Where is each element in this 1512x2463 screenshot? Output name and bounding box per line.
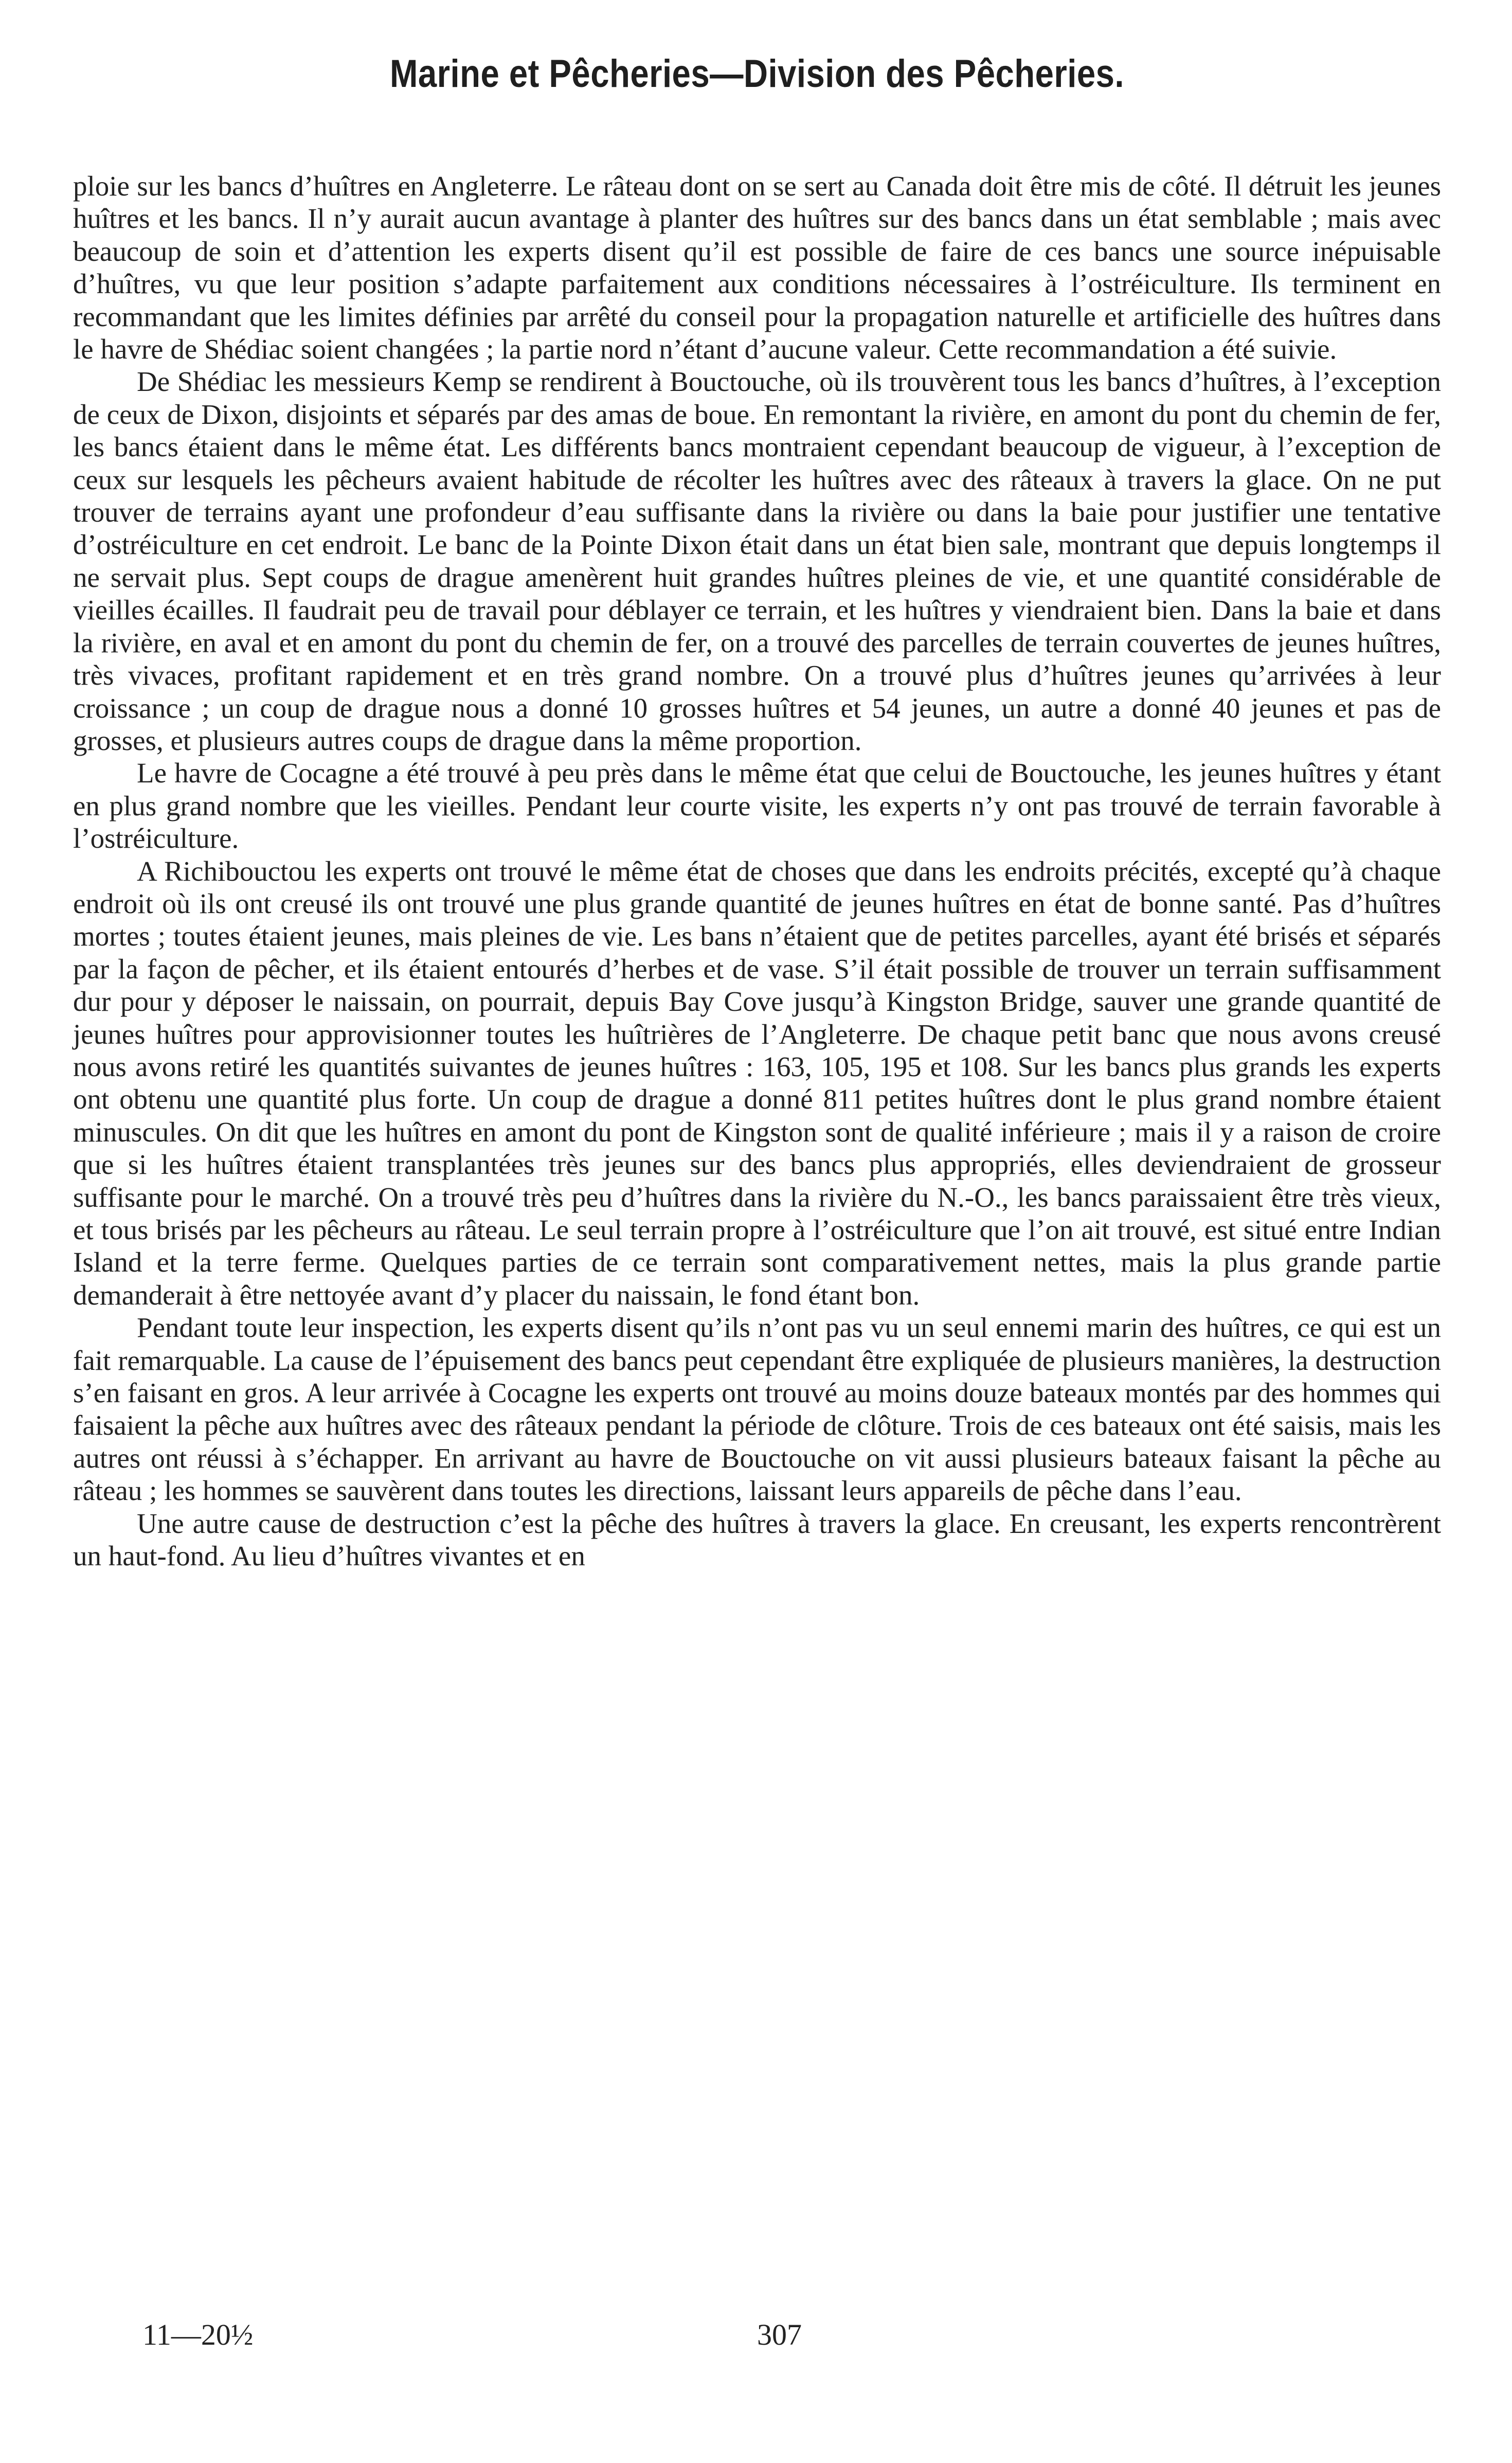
signature-mark: 11—20½	[142, 2318, 254, 2351]
document-page	[73, 0, 1441, 2463]
paragraph-cocagne: Le havre de Cocagne a été trouvé à peu près dans le même état que celui de Bouctouche, les jeunes huîtres y étant en plus grand nombre que les vieilles. Pendant leur courte visite, les experts n’y ont pas trouvé de terrain favorable à l’ostréiculture.	[73, 757, 1441, 854]
page-number: 307	[757, 2318, 802, 2351]
paragraph-continuation: ploie sur les bancs d’huîtres en Angleterre. Le râteau dont on se sert au Canada doit être mis de côté. Il détruit les jeunes huîtres et les bancs. Il n’y aurait aucun avantage à planter des huîtres sur des bancs dans un état semblable ; mais avec beaucoup de soin et d’attention les experts disent qu’il est possible de faire de ces bancs une source inépuisable d’huîtres, vu que leur position s’adapte parfaitement aux conditions nécessaires à l’ostréiculture. Ils terminent en recommandant que les limites définies par arrêté du conseil pour la propagation naturelle et artificielle des huîtres dans le havre de Shédiac soient changées ; la partie nord n’étant d’aucune valeur. Cette recommandation a été suivie.	[73, 170, 1441, 365]
body-text	[73, 170, 1441, 1572]
running-header: Marine et Pêcheries—Division des Pêcheries.	[389, 52, 1125, 96]
paragraph-glace: Une autre cause de destruction c’est la pêche des huîtres à travers la glace. En creusant, les experts rencontrèrent un haut-fond. Au lieu d’huîtres vivantes et en	[73, 1507, 1441, 1572]
paragraph-bouctouche: De Shédiac les messieurs Kemp se rendirent à Bouctouche, où ils trouvèrent tous les bancs d’huîtres, à l’exception de ceux de Dixon, disjoints et séparés par des amas de boue. En remontant la rivière, en amont du pont du chemin de fer, les bancs étaient dans le même état. Les différents bancs montraient cependant beaucoup de vigueur, à l’exception de ceux sur lesquels les pêcheurs avaient habitude de récolter les huîtres avec des râteaux à travers la glace. On ne put trouver de terrains ayant une profondeur d’eau suffisante dans la rivière ou dans la baie pour justifier une tentative d’ostréiculture en cet endroit. Le banc de la Pointe Dixon était dans un état bien sale, montrant que depuis longtemps il ne servait plus. Sept coups de drague amenèrent huit grandes huîtres pleines de vie, et une quantité considérable de vieilles écailles. Il faudrait peu de travail pour déblayer ce terrain, et les huîtres y viendraient bien. Dans la baie et dans la rivière, en aval et en amont du pont du chemin de fer, on a trouvé des parcelles de terrain couvertes de jeunes huîtres, très vivaces, profitant rapidement et en très grand nombre. On a trouvé plus d’huîtres jeunes qu’arrivées à leur croissance ; un coup de drague nous a donné 10 grosses huîtres et 54 jeunes, un autre a donné 40 jeunes et pas de grosses, et plusieurs autres coups de drague dans la même proportion.	[73, 366, 1441, 756]
paragraph-inspection: Pendant toute leur inspection, les experts disent qu’ils n’ont pas vu un seul ennemi marin des huîtres, ce qui est un fait remarquable. La cause de l’épuisement des bancs peut cependant être expliquée de plusieurs manières, la destruction s’en faisant en gros. A leur arrivée à Cocagne les experts ont trouvé au moins douze bateaux montés par des hommes qui faisaient la pêche aux huîtres avec des râteaux pendant la période de clôture. Trois de ces bateaux ont été saisis, mais les autres ont réussi à s’échapper. En arrivant au havre de Bouctouche on vit aussi plusieurs bateaux faisant la pêche au râteau ; les hommes se sauvèrent dans toutes les directions, laissant leurs appareils de pêche dans l’eau.	[73, 1312, 1441, 1507]
page-footer	[73, 2317, 1441, 2359]
paragraph-richibouctou: A Richibouctou les experts ont trouvé le même état de choses que dans les endroits précités, excepté qu’à chaque endroit où ils ont creusé ils ont trouvé une plus grande quantité de jeunes huîtres en état de bonne santé. Pas d’huîtres mortes ; toutes étaient jeunes, mais pleines de vie. Les bans n’étaient que de petites parcelles, ayant été brisés et séparés par la façon de pêcher, et ils étaient entourés d’herbes et de vase. S’il était possible de trouver un terrain suffisamment dur pour y déposer le naissain, on pourrait, depuis Bay Cove jusqu’à Kingston Bridge, sauver une grande quantité de jeunes huîtres pour approvisionner toutes les huîtrières de l’Angleterre. De chaque petit banc que nous avons creusé nous avons retiré les quantités suivantes de jeunes huîtres : 163, 105, 195 et 108. Sur les bancs plus grands les experts ont obtenu une quantité plus forte. Un coup de drague a donné 811 petites huîtres dont le plus grand nombre étaient minuscules. On dit que les huîtres en amont du pont de Kingston sont de qualité inférieure ; mais il y a raison de croire que si les huîtres étaient transplantées très jeunes sur des bancs plus appropriés, elles deviendraient de grosseur suffisante pour le marché. On a trouvé très peu d’huîtres dans la rivière du N.-O., les bancs paraissaient être très vieux, et tous brisés par les pêcheurs au râteau. Le seul terrain propre à l’ostréiculture que l’on ait trouvé, est situé entre Indian Island et la terre ferme. Quelques parties de ce terrain sont comparativement nettes, mais la plus grande partie demanderait à être nettoyée avant d’y placer du naissain, le fond étant bon.	[73, 855, 1441, 1311]
